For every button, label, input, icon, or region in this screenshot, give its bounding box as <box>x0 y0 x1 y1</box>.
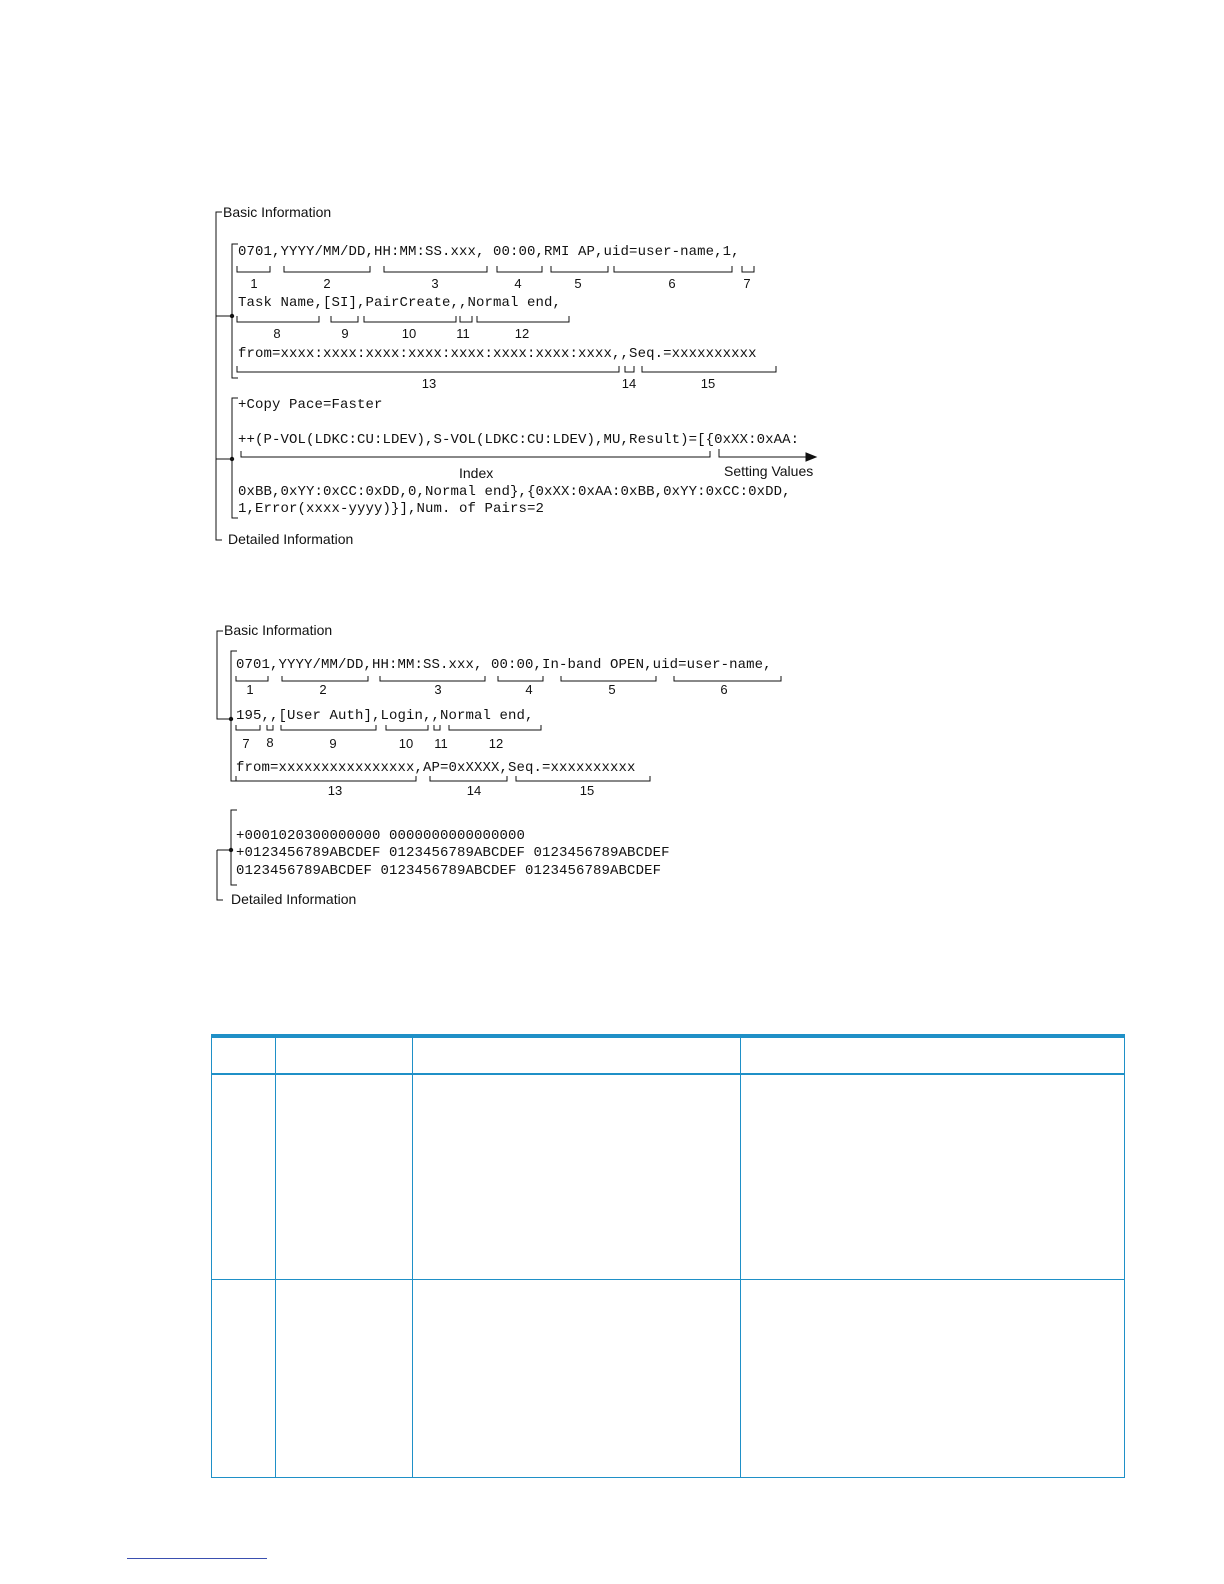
table-cell <box>413 1074 741 1279</box>
field-number: 2 <box>323 276 331 291</box>
footer-rule <box>127 1558 267 1559</box>
field-number: 13 <box>327 783 343 798</box>
table-row <box>212 1279 1125 1477</box>
field-number: 12 <box>514 326 530 341</box>
field-number: 4 <box>525 682 533 697</box>
log-line-3: from=xxxx:xxxx:xxxx:xxxx:xxxx:xxxx:xxxx:xxxx,,Seq.=xxxxxxxxxx <box>238 346 757 362</box>
index-label: Index <box>459 465 494 481</box>
log-line-4: +0001020300000000 0000000000000000 <box>236 828 526 844</box>
table-row <box>212 1074 1125 1279</box>
table-header-cell <box>212 1036 276 1074</box>
field-number: 9 <box>329 736 337 751</box>
table-header-cell <box>413 1036 741 1074</box>
table-cell <box>741 1279 1125 1477</box>
field-number: 11 <box>434 736 448 751</box>
log-line-7: 1,Error(xxxx-yyyy)}],Num. of Pairs=2 <box>238 501 545 517</box>
log-line-3: from=xxxxxxxxxxxxxxxx,AP=0xXXXX,Seq.=xxxxxxxxxx <box>236 760 636 776</box>
log-line-1: 0701,YYYY/MM/DD,HH:MM:SS.xxx, 00:00,In-band OPEN,uid=user-name, <box>236 657 772 673</box>
field-number: 14 <box>621 376 637 391</box>
field-number: 2 <box>319 682 327 697</box>
log-line-1: 0701,YYYY/MM/DD,HH:MM:SS.xxx, 00:00,RMI AP,uid=user-name,1, <box>238 244 740 260</box>
field-number: 10 <box>401 326 417 341</box>
field-number: 15 <box>579 783 595 798</box>
field-number: 8 <box>273 326 281 341</box>
table-cell <box>212 1279 276 1477</box>
table-cell <box>741 1074 1125 1279</box>
field-number: 14 <box>466 783 482 798</box>
field-number: 9 <box>341 326 349 341</box>
field-number: 6 <box>720 682 728 697</box>
field-number: 1 <box>250 276 258 291</box>
log-line-4: +Copy Pace=Faster <box>238 397 383 413</box>
field-number: 6 <box>668 276 676 291</box>
log-line-6: 0123456789ABCDEF 0123456789ABCDEF 0123456789ABCDEF <box>236 863 662 879</box>
field-number: 4 <box>514 276 522 291</box>
table-header-row <box>212 1036 1125 1074</box>
basic-information-label: Basic Information <box>224 622 333 638</box>
table-cell <box>276 1074 413 1279</box>
setting-values-label: Setting Values <box>724 463 814 479</box>
log-line-5: +0123456789ABCDEF 0123456789ABCDEF 0123456789ABCDEF <box>236 845 670 861</box>
table-header-cell <box>741 1036 1125 1074</box>
table-cell <box>413 1279 741 1477</box>
table-cell <box>276 1279 413 1477</box>
field-number: 11 <box>456 326 470 341</box>
detailed-information-label: Detailed Information <box>228 531 354 547</box>
field-number: 7 <box>743 276 751 291</box>
log-line-5: ++(P-VOL(LDKC:CU:LDEV),S-VOL(LDKC:CU:LDEV),MU,Result)=[{0xXX:0xAA: <box>238 432 800 448</box>
field-number: 8 <box>266 735 274 750</box>
field-number: 3 <box>431 276 439 291</box>
log-line-2: Task Name,[SI],PairCreate,,Normal end, <box>238 295 562 311</box>
field-number: 3 <box>434 682 442 697</box>
field-number: 7 <box>242 736 250 751</box>
field-number: 15 <box>700 376 716 391</box>
table-cell <box>212 1074 276 1279</box>
field-number: 10 <box>398 736 414 751</box>
log-line-6: 0xBB,0xYY:0xCC:0xDD,0,Normal end},{0xXX:0xAA:0xBB,0xYY:0xCC:0xDD, <box>238 484 791 500</box>
field-description-table <box>211 1034 1125 1478</box>
field-number: 5 <box>608 682 616 697</box>
field-number: 5 <box>574 276 582 291</box>
field-number: 1 <box>246 682 254 697</box>
detailed-information-label: Detailed Information <box>231 891 357 907</box>
table-header-cell <box>276 1036 413 1074</box>
log-line-2: 195,,[User Auth],Login,,Normal end, <box>236 708 534 724</box>
field-number: 12 <box>488 736 504 751</box>
field-number: 13 <box>421 376 437 391</box>
basic-information-label: Basic Information <box>223 204 332 220</box>
